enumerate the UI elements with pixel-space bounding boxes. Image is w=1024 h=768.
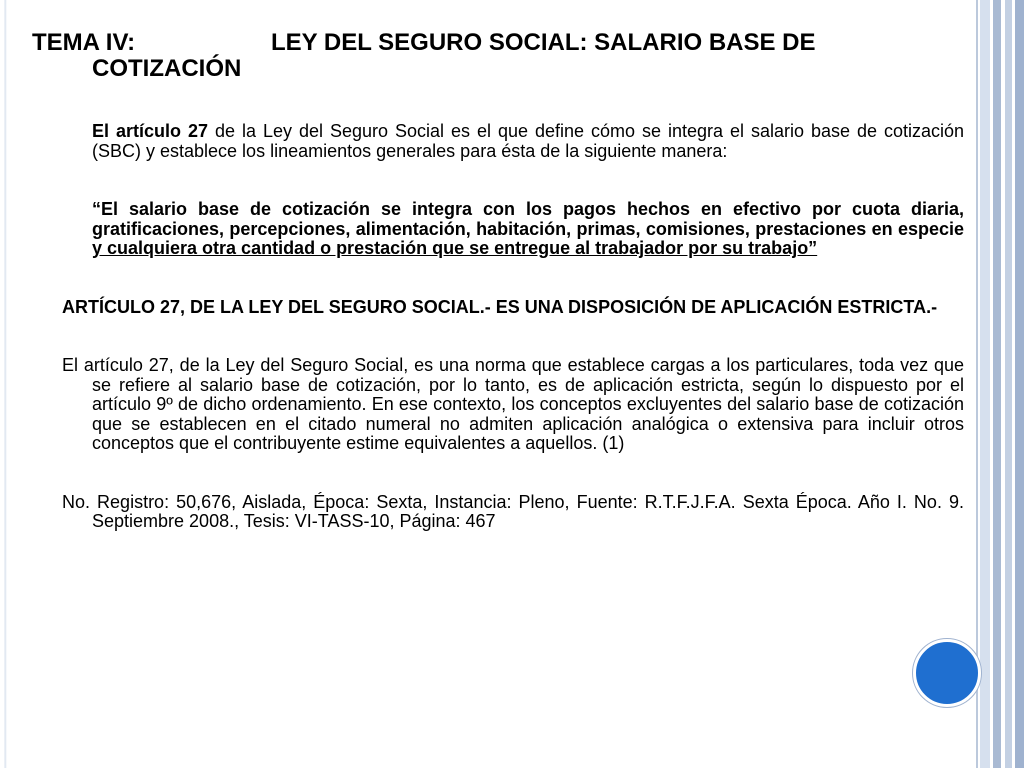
slide-content	[32, 29, 964, 532]
intro-text: de la Ley del Seguro Social es el que define cómo se integra el salario base de cotización (SBC) y establece los lineamientos generales para ésta de la siguiente manera:	[92, 121, 964, 161]
section-heading: ARTÍCULO 27, DE LA LEY DEL SEGURO SOCIAL.- ES UNA DISPOSICIÓN DE APLICACIÓN ESTRICTA.-	[62, 296, 938, 317]
slide-title	[32, 29, 964, 82]
stripe	[976, 0, 978, 768]
quote-text: “El salario base de cotización se integra con los pagos hechos en efectivo por cuota diaria, gratificaciones, percepciones, alimentación, habitación, primas, comisiones, prestaciones en especie	[92, 199, 964, 239]
intro-paragraph	[62, 122, 964, 161]
intro-bold-lead: El artículo 27	[92, 121, 208, 141]
body-paragraph: El artículo 27, de la Ley del Seguro Social, es una norma que establece cargas a los particulares, toda vez que se refiere al salario base de cotización, por lo tanto, es de aplicación estricta, según lo dispuesto por el artículo 9º de dicho ordenamiento. En ese contexto, los conceptos excluyentes del salario base de cotización que se establecen en el citado numeral no admiten aplicación analógica o extensiva para incluir otros conceptos que el contribuyente estime equivalentes a aquellos. (1)	[62, 355, 964, 453]
title-prefix: TEMA IV:	[32, 29, 136, 56]
quote-underlined-text: y cualquiera otra cantidad o prestación que se entregue al trabajador por su trabajo”	[92, 238, 818, 258]
stripe	[993, 0, 1001, 768]
stripe	[980, 0, 990, 768]
slide-left-edge	[0, 0, 10, 768]
quote-paragraph	[62, 200, 964, 259]
stripe	[1015, 0, 1024, 768]
title-text: LEY DEL SEGURO SOCIAL: SALARIO BASE DE COTIZACIÓN	[92, 29, 816, 82]
decorative-circle	[913, 639, 981, 707]
stripe	[1005, 0, 1012, 768]
decorative-stripes	[976, 0, 1024, 768]
citation-paragraph: No. Registro: 50,676, Aislada, Época: Sexta, Instancia: Pleno, Fuente: R.T.F.J.F.A. Sexta Época. Año I. No. 9. Septiembre 2008., Tesis: VI-TASS-10, Página: 467	[62, 491, 964, 531]
